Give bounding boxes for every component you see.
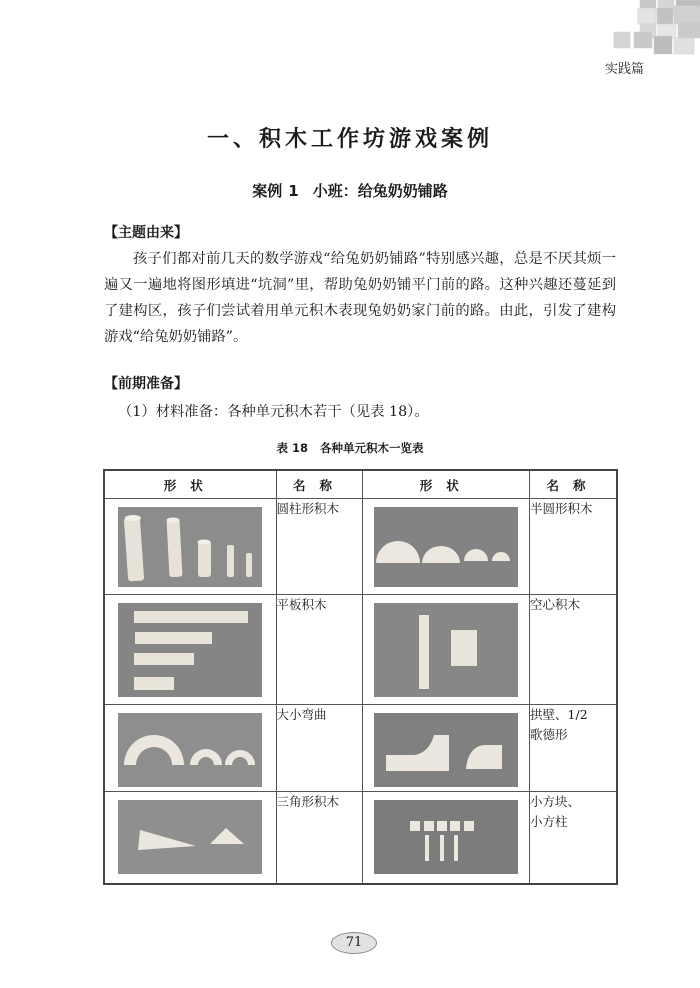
- hollow-blocks-photo: [374, 603, 518, 697]
- shape-cell: [363, 595, 530, 705]
- header-shape: 形状: [104, 470, 276, 499]
- table-caption: [0, 440, 700, 456]
- table-row: [104, 499, 617, 595]
- flat-board-blocks-photo: [118, 603, 262, 697]
- case-name: 小班：给兔奶奶铺路: [312, 182, 448, 200]
- header-name: 名称: [530, 470, 617, 499]
- table-row: [104, 792, 617, 885]
- block-name: 小方块、 小方柱: [530, 792, 617, 885]
- header-shape: 形状: [363, 470, 530, 499]
- triangle-blocks-photo: [118, 800, 262, 874]
- table-row: [104, 595, 617, 705]
- shape-cell: [363, 705, 530, 792]
- table-header-row: [104, 470, 617, 499]
- shape-cell: [104, 792, 276, 885]
- block-name: 拱壁、1/2 歌德形: [530, 705, 617, 792]
- block-name: 半圆形积木: [530, 499, 617, 595]
- shape-cell: [363, 792, 530, 885]
- block-name: 大小弯曲: [276, 705, 363, 792]
- section-label: 实践篇: [604, 62, 644, 77]
- arch-gothic-blocks-photo: [374, 713, 518, 787]
- block-name: 圆柱形积木: [276, 499, 363, 595]
- prep-heading: 【前期准备】: [104, 376, 188, 392]
- table-caption-title: 各种单元积木一览表: [320, 441, 424, 455]
- header-name: 名称: [276, 470, 363, 499]
- shape-cell: [363, 499, 530, 595]
- arch-curve-blocks-photo: [118, 713, 262, 787]
- page-number: 71: [331, 932, 377, 954]
- half-circle-blocks-photo: [374, 507, 518, 587]
- shape-cell: [104, 499, 276, 595]
- block-name: 空心积木: [530, 595, 617, 705]
- shape-cell: [104, 595, 276, 705]
- blocks-table: [103, 469, 618, 885]
- cylinder-blocks-photo: [118, 507, 262, 587]
- theme-paragraph: 孩子们都对前几天的数学游戏“给兔奶奶铺路”特别感兴趣，总是不厌其烦一遍又一遍地将图形填进“坑洞”里，帮助兔奶奶铺平门前的路。这种兴趣还蔓延到了建构区，孩子们尝试着用单元积木表现兔奶奶家门前的路。由此，引发了建构游戏“给兔奶奶铺路”。: [104, 251, 616, 345]
- stacked-cubes-icon: [610, 0, 700, 60]
- table-caption-number: 表 18: [276, 441, 308, 455]
- case-title: [0, 180, 700, 201]
- case-number: 1: [288, 182, 299, 200]
- theme-heading: 【主题由来】: [104, 225, 188, 241]
- prep-item-1: （1）材料准备：各种单元积木若干（见表 18）。: [118, 404, 429, 420]
- shape-cell: [104, 705, 276, 792]
- chapter-title: 一、积木工作坊游戏案例: [206, 126, 493, 152]
- block-name: 三角形积木: [276, 792, 363, 885]
- case-prefix: 案例: [252, 182, 283, 200]
- table-row: [104, 705, 617, 792]
- block-name: 平板积木: [276, 595, 363, 705]
- small-cube-pillar-blocks-photo: [374, 800, 518, 874]
